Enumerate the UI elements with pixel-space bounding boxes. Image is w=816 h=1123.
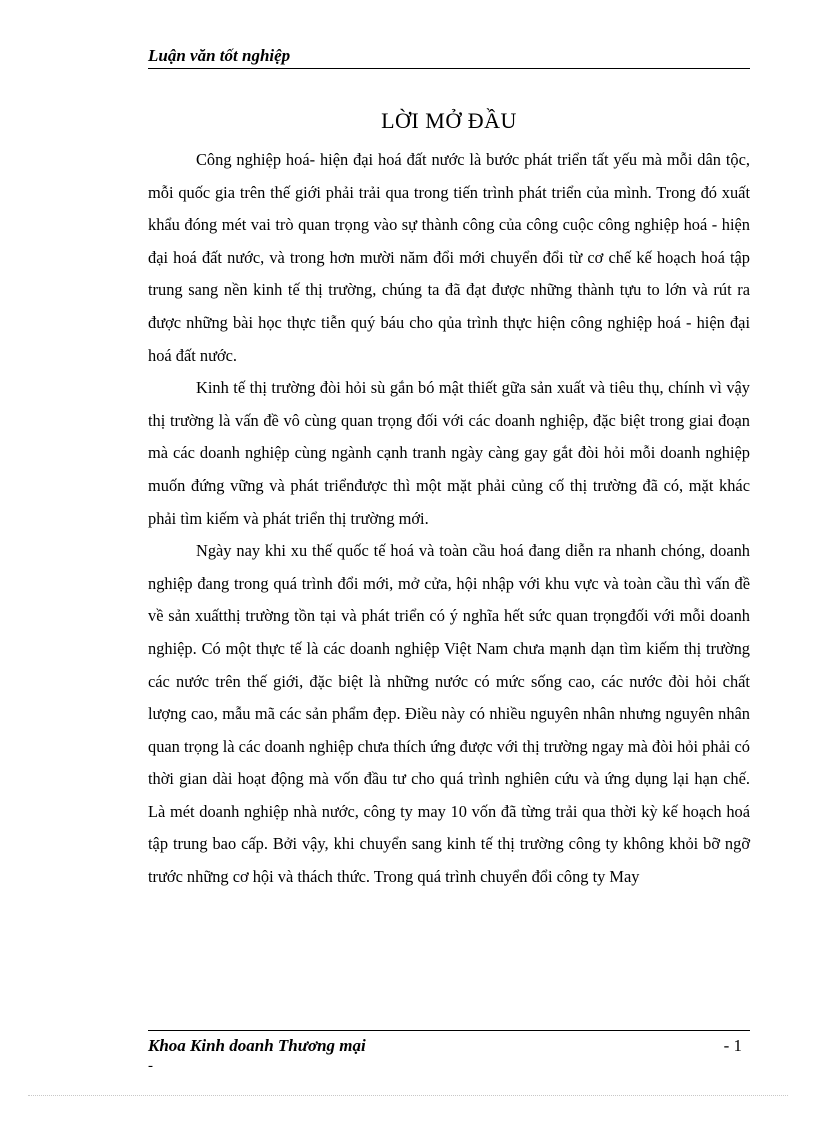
footer-department: Khoa Kinh doanh Thương mại [148,1036,366,1055]
document-body [148,144,750,894]
footer-dash: - [148,1058,153,1074]
paragraph-3: Ngày nay khi xu thế quốc tế hoá và toàn cầu hoá đang diễn ra nhanh chóng, doanh nghiệp đang trong quá trình đổi mới, mở cửa, hội nhập với khu vực và toàn cầu thì vấn đề về sản xuấtthị trường tồn tại và phát triển có ý nghĩa hết sức quan trọngđối với mỗi doanh nghiệp. Có một thực tế là các doanh nghiệp Việt Nam chưa mạnh dạn tìm kiếm thị trường các nước trên thế giới, đặc biệt là những nước có mức sống cao, các nước đòi hỏi chất lượng cao, mẫu mã các sản phẩm đẹp. Điều này có nhiều nguyên nhân nhưng nguyên nhân quan trọng là các doanh nghiệp chưa thích ứng được với thị trường ngay mà đòi hỏi phải có thời gian dài hoạt động mà vốn đầu tư cho quá trình nghiên cứu và ứng dụng lại hạn chế. Là mét doanh nghiệp nhà nước, công ty may 10 vốn đã từng trải qua thời kỳ kế hoạch hoá tập trung bao cấp. Bởi vậy, khi chuyển sang kinh tế thị trường công ty không khỏi bỡ ngỡ trước những cơ hội và thách thức. Trong quá trình chuyển đổi công ty May [148,541,750,887]
header-title: Luận văn tốt nghiệp [148,46,291,65]
paragraph-2: Kinh tế thị trường đòi hỏi sù gắn bó mật thiết gữa sản xuất và tiêu thụ, chính vì vậy thị trường là vấn đề vô cùng quan trọng đối với các doanh nghiệp, đặc biệt trong giai đoạn mà các doanh nghiệp cùng ngành cạnh tranh ngày càng gay gắt đòi hỏi mỗi doanh nghiệp muốn đứng vững và phát triểnđược thì một mặt phải củng cố thị trường đã có, mặt khác phải tìm kiếm và phát triển thị trường mới. [148,378,750,528]
document-heading: LỜI MỞ ĐẦU [381,108,517,133]
page-bottom-divider [28,1095,788,1096]
page-number: - 1 [723,1036,742,1055]
page-header [148,46,750,69]
page-footer [148,1030,750,1075]
paragraph-1: Công nghiệp hoá- hiện đại hoá đất nước là bước phát triển tất yếu mà mỗi dân tộc, mỗi quốc gia trên thế giới phải trải qua trong tiến trình phát triển của mình. Trong đó xuất khẩu đóng mét vai trò quan trọng vào sự thành công của công cuộc công nghiệp hoá - hiện đại hoá đất nước, và trong hơn mười năm đổi mới chuyển đổi từ cơ chế kế hoạch hoá tập trung sang nền kinh tế thị trường, chúng ta đã đạt được những thành tựu to lớn và rút ra được những bài học thực tiễn quý báu cho qủa trình thực hiện công nghiệp hoá - hiện đại hoá đất nước. [148,150,750,365]
